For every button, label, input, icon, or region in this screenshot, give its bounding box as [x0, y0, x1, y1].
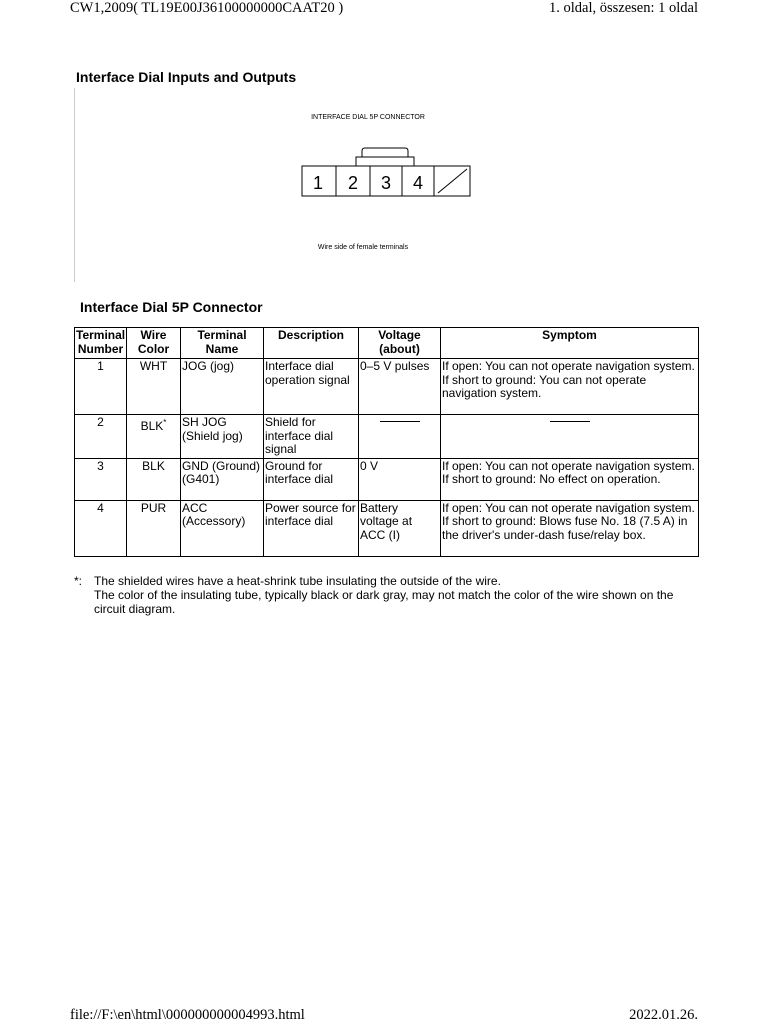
footnote-text: The shielded wires have a heat-shrink tube insulating the outside of the wire. The color of the insulating tube, typically black or dark gray, may not match the color of the wire shown on the circuit diagram. — [94, 574, 674, 616]
footnote-marker: * — [163, 418, 167, 427]
cell-wire-color: PUR — [127, 500, 181, 556]
column-header: Description — [264, 328, 359, 359]
page-header-right: 1. oldal, összesen: 1 oldal — [548, 0, 698, 16]
column-header: Voltage (about) — [359, 328, 441, 359]
terminal-label: 4 — [412, 173, 424, 193]
cell-terminal: 1 — [75, 359, 127, 415]
table-title: Interface Dial 5P Connector — [80, 299, 263, 315]
cell-terminal: 4 — [75, 500, 127, 556]
cell-wire-color: WHT — [127, 359, 181, 415]
column-header: Terminal Number — [75, 328, 127, 359]
terminal-label: 3 — [380, 173, 392, 193]
cell-wire-color — [127, 415, 181, 459]
cell-description: Ground for interface dial — [264, 458, 359, 500]
wire-color-value: BLK — [140, 419, 164, 433]
table-header-row — [75, 328, 699, 359]
table-row — [75, 359, 699, 415]
connector-diagram — [296, 146, 476, 202]
cell-symptom: If open: You can not operate navigation system. If short to ground: Blows fuse No. 18 (7.5 A) in the driver's under-dash fuse/relay box. — [441, 500, 699, 556]
cell-terminal: 3 — [75, 458, 127, 500]
connector-pin-table — [74, 327, 699, 557]
empty-cavity-slash — [438, 169, 467, 193]
cell-voltage: 0–5 V pulses — [359, 359, 441, 415]
cell-wire-color: BLK — [127, 458, 181, 500]
cell-description: Interface dial operation signal — [264, 359, 359, 415]
connector-lock-tab — [362, 148, 408, 157]
cell-description: Power source for interface dial — [264, 500, 359, 556]
cell-terminal-name: SH JOG (Shield jog) — [181, 415, 264, 459]
cell-symptom: If open: You can not operate navigation system. If short to ground: You can not operate navigation system. — [441, 359, 699, 415]
terminal-label: 2 — [347, 173, 359, 193]
table-row — [75, 500, 699, 556]
cell-terminal-name: JOG (jog) — [181, 359, 264, 415]
cell-description: Shield for interface dial signal — [264, 415, 359, 459]
column-header: Wire Color — [127, 328, 181, 359]
not-applicable-dash — [380, 421, 420, 422]
cell-voltage: Battery voltage at ACC (I) — [359, 500, 441, 556]
cell-terminal-name: GND (Ground) (G401) — [181, 458, 264, 500]
figure-caption: INTERFACE DIAL 5P CONNECTOR — [311, 114, 425, 121]
connector-lock-base — [356, 157, 414, 166]
cell-symptom: If open: You can not operate navigation system. If short to ground: No effect on operation. — [441, 458, 699, 500]
terminal-label: 1 — [312, 173, 324, 193]
cell-voltage — [359, 415, 441, 459]
section-title: Interface Dial Inputs and Outputs — [76, 69, 297, 85]
footnote-mark: *: — [74, 574, 83, 588]
cell-voltage: 0 V — [359, 458, 441, 500]
cell-terminal: 2 — [75, 415, 127, 459]
cell-symptom — [441, 415, 699, 459]
column-header: Terminal Name — [181, 328, 264, 359]
cell-terminal-name: ACC (Accessory) — [181, 500, 264, 556]
page-footer-path: file://F:\en\html\000000000004993.html — [70, 1007, 305, 1023]
column-header: Symptom — [441, 328, 699, 359]
page-footer-date: 2022.01.26. — [629, 1007, 698, 1023]
figure-note: Wire side of female terminals — [317, 244, 409, 251]
page-header-left: CW1,2009( TL19E00J36100000000CAAT20 ) — [70, 0, 344, 16]
table-row — [75, 458, 699, 500]
not-applicable-dash — [550, 421, 590, 422]
table-row — [75, 415, 699, 459]
